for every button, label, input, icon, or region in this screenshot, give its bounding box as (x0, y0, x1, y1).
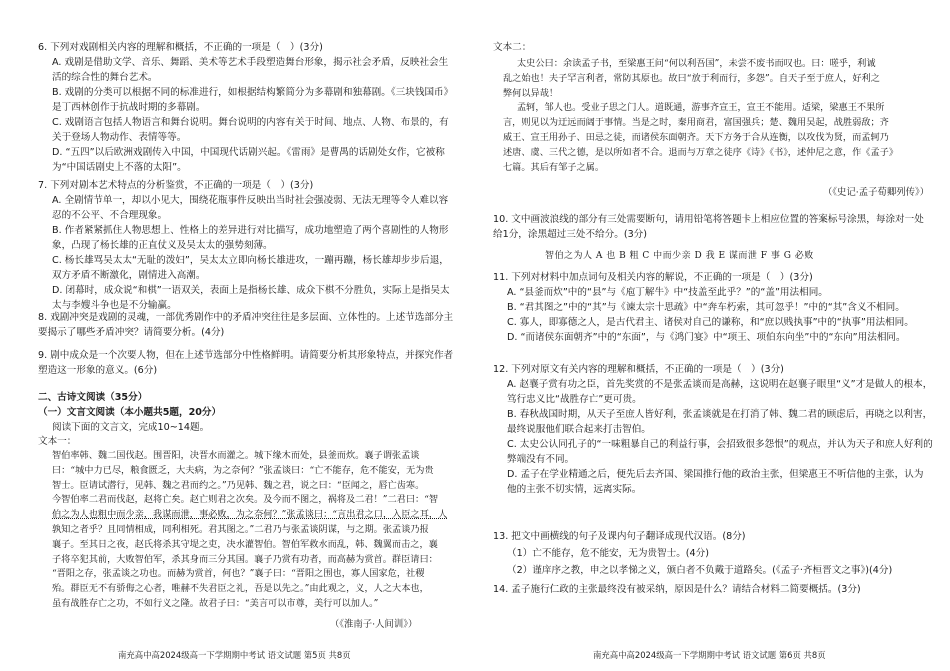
option-a: A. “县釜而炊”中的“县”与《庖丁解牛》中“技盖至此乎？”的“盖”用法相同。 (507, 287, 828, 298)
option-c: C. 寡人，即寡德之人，是古代君主、诸侯对自己的谦称，和“庶以贱执事”中的“执事”用法相同。 (507, 317, 914, 328)
text-line-part: 曰：“城中力已尽，粮食匮乏，大夫病，为之奈何？”张孟谈曰：“亡不能存，危不能安，无为贵 (52, 464, 434, 476)
option-b: B. 作者紧紧抓住人物思想上、性格上的差异进行对比描写，成功地塑造了两个喜剧性的人物形象，凸现了杨长雄的正直仗义及吴太太的强势刻薄。 (52, 225, 449, 251)
option-b: B. “君其图之”中的“其”与《谏太宗十思疏》中“奔车朽索，其可忽乎！”中的“其”含义不相同。 (507, 302, 905, 313)
option-c: C. 太史公认同孔子的“一味粗暴自己的利益行事，会招致很多怨恨”的观点，并认为天子和庶人好利的弊端没有不同。 (507, 439, 933, 465)
text-line: “晋阳之存，张孟谈之功也。而赫为赏首，何也？”襄子曰：“晋阳之围也，寡人国家危，社稷 (52, 568, 425, 580)
option-d: D. “五四”以后欧洲戏剧传入中国，中国现代话剧兴起。《雷雨》是曹禺的话剧处女作，它被称为“中国话剧史上不落的太阳”。 (52, 147, 445, 173)
option-d: D. 孟子在学业精通之后，便先后去齐国、梁国推行他的政治主张，但梁惠王不听信他的主张，认为他的主张不切实情，远离实际。 (507, 469, 924, 495)
option-c: C. 戏剧语言包括人物语言和舞台说明。舞台说明的内容有关于时间、地点、人物、布景的，有关于登场人物动作、表情等等。 (52, 117, 449, 143)
text1-label: 文本一： (38, 436, 77, 447)
text2-label: 文本二： (493, 42, 532, 53)
question-8: 8. 戏剧冲突是戏剧的灵魂，一部优秀剧作中的矛盾冲突往往是多层面、立体性的。上述节选部分主要揭示了哪些矛盾冲突？请简要分析。(4分) (38, 312, 454, 338)
text2-body (503, 57, 923, 175)
right-page (475, 0, 950, 671)
option-c: C. 杨长雄骂吴太太“无耻的泼妇”，吴太太立即向杨长雄进攻，一蹦再蹦，杨长雄却步步后退，双方矛盾不断激化，剧情进入高潮。 (52, 255, 449, 281)
text-line: 今智伯率二君而伐赵，赵将亡矣。赵亡则君之次矣。及今而不图之，祸将及二君！”二君曰：“智 (52, 494, 439, 506)
question-stem: 7. 下列对剧本艺术特点的分析鉴赏，不正确的一项是（ ）(3分) (38, 180, 314, 191)
question-9: 9. 剧中成众是一个次要人物，但在上述节选部分中性格鲜明。请简要分析其形象特点，并探究作者塑造这一形象的意义。(6分) (38, 350, 454, 376)
text-line: 威王、宣王用孙子、田忌之徒，而诸侯东面朝齐。天下方务于合从连衡，以攻伐为贤，而孟轲乃 (503, 131, 889, 143)
source-citation: （《史记·孟子荀卿列传》） (823, 187, 930, 198)
question-6 (38, 40, 456, 175)
question-13: 13. 把文中画横线的句子及课内句子翻译成现代汉语。(8分) (493, 531, 746, 542)
wavy-underlined-line: 伯之为人也粗中而少亲，我谋而泄，事必败，为之奈何？”张孟谈曰：“言出君之口，入臣之耳，人 (52, 509, 448, 521)
page-footer: 南充高中高2024级高一下学期期中考试 语文试题 第6页 共8页 (593, 650, 826, 660)
question-13-part-1: （1）亡不能存，危不能安，无为贵智士。(4分) (507, 548, 709, 559)
option-b: B. 戏剧的分类可以根据不同的标准进行，如根据结构繁简分为多幕剧和独幕剧。《三块钱国币》是丁西林创作于抗战时期的多幕剧。 (52, 87, 454, 113)
text1-body (52, 449, 460, 612)
text-line: 述唐、虞、三代之德，是以所如者不合。退而与万章之徒序《诗》《书》，述仲尼之意，作《孟子》 (503, 146, 899, 158)
question-14: 14. 孟子施行仁政的主张最终没有被采纳，原因是什么？请结合材料二简要概括。(3分) (493, 584, 861, 595)
text-line: 孟轲，邹人也。受业子思之门人。道既通，游事齐宣王，宣王不能用。适梁，梁惠王不果所 (517, 102, 885, 114)
section-heading: 二、古诗文阅读（35分） (38, 392, 148, 403)
question-7 (38, 178, 456, 313)
option-d: D. 闭幕时，成众说“和棋”一语双关，表面上是指杨长雄、成众下棋不分胜负，实际上是指吴太太与李嫂斗争也是不分输赢。 (52, 285, 450, 311)
question-13-part-2: （2）谨庠序之教，申之以孝悌之义，颁白者不负戴于道路矣。(《孟子·齐桓晋文之事》)(4分) (507, 565, 893, 576)
question-10: 10. 文中画波浪线的部分有三处需要断句，请用铅笔将答题卡上相应位置的答案标号涂黑，每涂对一处给1分，涂黑超过三处不给分。(3分) (493, 214, 924, 240)
text-line: 襄子。至其日之夜，赵氏将杀其守堤之吏，决水灌智伯。智伯军救水而乱，韩、魏翼而击之，襄 (52, 538, 438, 550)
instructions: 阅读下面的文言文，完成10~14题。 (52, 422, 210, 433)
text-line: 言，则见以为迂远而阔于事情。当是之时，秦用商君，富国强兵；楚、魏用吴起，战胜弱敌；齐 (503, 117, 889, 129)
text-line: 智伯率韩、魏二国伐赵。围晋阳，决晋水而灌之。城下缘木而处，县釜而炊。襄子谓张孟谈 (52, 450, 420, 461)
text-line: 七篇。其后有邹子之属。 (503, 161, 605, 173)
option-d: D. “而诸侯东面朝齐”中的“东面”，与《鸿门宴》中“项王、项伯东向坐”中的“东向”用法相同。 (507, 332, 906, 343)
punctuation-options: 智伯之为人 A 也 B 粗 C 中而少亲 D 我 E 谋而泄 F 事 G 必败 (545, 251, 814, 261)
page-footer: 南充高中高2024级高一下学期期中考试 语文试题 第5页 共8页 (118, 650, 351, 660)
source-citation: （《淮南子·人间训》） (330, 619, 418, 630)
text-line: 乱之始也！夫子罕言利者，常防其原也。故曰“放于利而行，多怨”。自天子至于庶人，好利之 (503, 72, 880, 84)
text-line: 虽有战胜存亡之功，不如行义之隆。故君子曰：“美言可以市尊，美行可以加人。” (52, 597, 379, 609)
option-a: A. 赵襄子赏有功之臣，首先奖赏的不是张孟谈而是高赫，这说明在赵襄子眼里“义”才是做人的根本，笃行忠义比“战胜存亡”更可贵。 (507, 379, 933, 405)
text-line: 殆。群臣无不有骄侮之心者，唯赫不失君臣之礼，吾是以先之。”由此观之，义，人之大本也， (52, 583, 429, 595)
text-line: 子将卒犯其前，大败智伯军，杀其身而三分其国。襄子乃赏有功者，而高赫为赏首。群臣请曰： (52, 553, 438, 565)
text-line: 太史公曰：余读孟子书，至梁惠王问“何以利吾国”，未尝不废书而叹也。曰：嗟乎，利诚 (517, 58, 876, 69)
subsection-heading: （一）文言文阅读（本小题共5题，20分） (38, 407, 222, 418)
question-stem: 6. 下列对戏剧相关内容的理解和概括，不正确的一项是（ ）(3分) (38, 42, 323, 53)
option-b: B. 春秋战国时期，从天子至庶人皆好利，张孟谈就是在打消了韩、魏二君的顾虑后，再晓之以利害，最终说服他们联合起来打击智伯。 (507, 409, 933, 435)
text-line (52, 464, 460, 479)
question-11 (493, 270, 933, 345)
question-12 (493, 362, 933, 497)
question-stem: 11. 下列对材料中加点词句及相关内容的解说，不正确的一项是（ ）(3分) (493, 272, 813, 283)
text-line: 孰知之者乎？且同情相成，同利相死。君其图之。”二君乃与张孟谈阴谋，与之期。张孟谈乃报 (52, 523, 429, 535)
option-a: A. 全剧情节单一，却以小见大，围绕花瓶事件反映出当时社会强凌弱、无法无理等令人难以容忍的不公平、不合理现象。 (52, 195, 449, 221)
option-a: A. 戏剧是借助文学、音乐、舞蹈、美术等艺术手段塑造舞台形象，揭示社会矛盾，反映社会生活的综合性的舞台艺术。 (52, 57, 449, 83)
text-line: 弊何以异哉！ (503, 87, 559, 99)
text-line: 智士。臣请试潜行，见韩、魏之君而约之。”乃见韩、魏之君，说之曰：“臣闻之，唇亡齿寒。 (52, 479, 425, 491)
question-stem: 12. 下列对原文有关内容的理解和概括，不正确的一项是（ ）(3分) (493, 364, 784, 375)
